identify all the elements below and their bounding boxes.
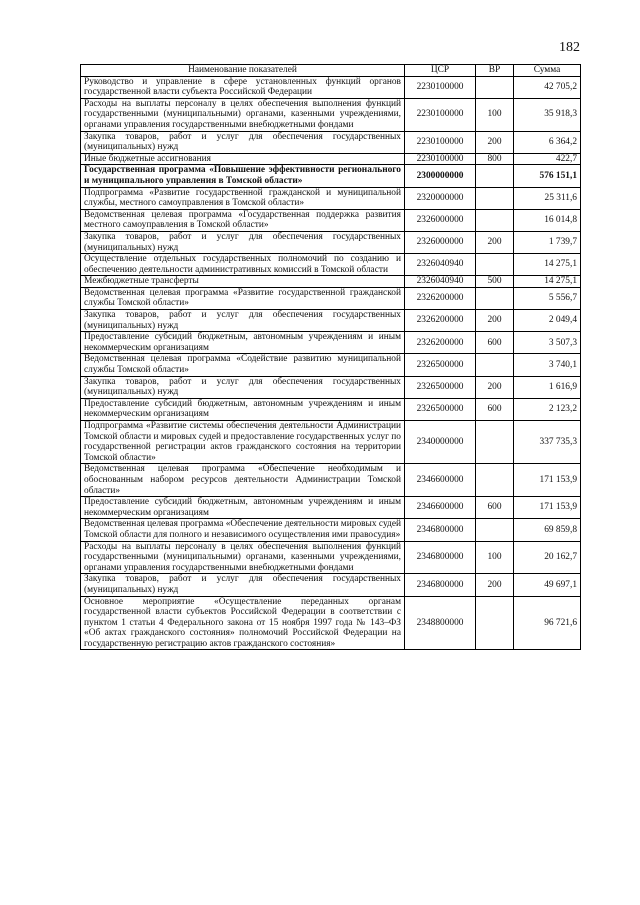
cell-sum: 2 049,4 — [514, 310, 581, 332]
table-row — [81, 153, 581, 165]
table-row — [81, 98, 581, 131]
cell-name: Закупка товаров, работ и услуг для обеспечения государственных (муниципальных) нужд — [81, 376, 405, 398]
cell-vr — [476, 187, 514, 209]
cell-vr: 500 — [476, 276, 514, 288]
cell-name: Ведомственная целевая программа «Обеспечение необходимым и обоснованным набором ресурсов деятельности Администрации Томской области» — [81, 464, 405, 497]
cell-vr — [476, 464, 514, 497]
table-row — [81, 254, 581, 276]
cell-csr: 2326200000 — [405, 310, 476, 332]
cell-name: Расходы на выплаты персоналу в целях обеспечения выполнения функций государственными (муниципальными) органами, казенными учреждениями, органами управления государственными внебюджетными фондами — [81, 98, 405, 131]
table-row — [81, 165, 581, 187]
cell-csr: 2326500000 — [405, 354, 476, 376]
cell-csr: 2348800000 — [405, 596, 476, 650]
cell-csr: 2230100000 — [405, 131, 476, 153]
cell-name: Закупка товаров, работ и услуг для обеспечения государственных (муниципальных) нужд — [81, 131, 405, 153]
cell-name: Иные бюджетные ассигнования — [81, 153, 405, 165]
table-row — [81, 464, 581, 497]
cell-vr: 800 — [476, 153, 514, 165]
cell-vr: 200 — [476, 574, 514, 596]
cell-name: Закупка товаров, работ и услуг для обеспечения государственных (муниципальных) нужд — [81, 574, 405, 596]
table-row — [81, 287, 581, 309]
cell-sum: 171 153,9 — [514, 464, 581, 497]
cell-name: Предоставление субсидий бюджетным, автономным учреждениям и иным некоммерческим организациям — [81, 497, 405, 519]
cell-vr — [476, 287, 514, 309]
page-number: 182 — [559, 40, 580, 55]
cell-vr: 200 — [476, 310, 514, 332]
cell-vr — [476, 209, 514, 231]
cell-csr: 2340000000 — [405, 421, 476, 464]
cell-vr: 100 — [476, 541, 514, 574]
cell-vr — [476, 354, 514, 376]
table-row — [81, 231, 581, 253]
cell-csr: 2326040940 — [405, 254, 476, 276]
table-header-row — [81, 65, 581, 77]
budget-table — [80, 64, 581, 650]
table-row — [81, 187, 581, 209]
cell-sum: 14 275,1 — [514, 254, 581, 276]
cell-csr: 2346600000 — [405, 497, 476, 519]
cell-csr: 2230100000 — [405, 153, 476, 165]
cell-name: Предоставление субсидий бюджетным, автономным учреждениям и иным некоммерческим организациям — [81, 398, 405, 420]
cell-vr: 600 — [476, 497, 514, 519]
cell-vr: 600 — [476, 332, 514, 354]
cell-vr — [476, 519, 514, 541]
cell-sum: 49 697,1 — [514, 574, 581, 596]
cell-sum: 20 162,7 — [514, 541, 581, 574]
cell-vr: 200 — [476, 131, 514, 153]
cell-name: Закупка товаров, работ и услуг для обеспечения государственных (муниципальных) нужд — [81, 310, 405, 332]
table-row — [81, 332, 581, 354]
cell-sum: 5 556,7 — [514, 287, 581, 309]
cell-sum: 6 364,2 — [514, 131, 581, 153]
cell-name: Ведомственная целевая программа «Развитие государственной гражданской службы Томской области» — [81, 287, 405, 309]
cell-name: Осуществление отдельных государственных полномочий по созданию и обеспечению деятельности административных комиссий в Томской области — [81, 254, 405, 276]
cell-vr: 600 — [476, 398, 514, 420]
cell-csr: 2346800000 — [405, 574, 476, 596]
cell-name: Расходы на выплаты персоналу в целях обеспечения выполнения функций государственными (муниципальными) органами, казенными учреждениями, органами управления государственными внебюджетными фондами — [81, 541, 405, 574]
cell-sum: 171 153,9 — [514, 497, 581, 519]
cell-name: Ведомственная целевая программа «Государственная поддержка развития местного самоуправления в Томской области» — [81, 209, 405, 231]
table-row — [81, 574, 581, 596]
cell-csr: 2320000000 — [405, 187, 476, 209]
cell-sum: 422,7 — [514, 153, 581, 165]
cell-csr: 2326500000 — [405, 398, 476, 420]
cell-csr: 2326000000 — [405, 231, 476, 253]
cell-vr — [476, 76, 514, 98]
cell-csr: 2326040940 — [405, 276, 476, 288]
header-csr: ЦСР — [405, 65, 476, 77]
cell-vr: 200 — [476, 376, 514, 398]
table-row — [81, 421, 581, 464]
table-row — [81, 131, 581, 153]
cell-csr: 2346800000 — [405, 519, 476, 541]
table-row — [81, 497, 581, 519]
cell-sum: 1 739,7 — [514, 231, 581, 253]
cell-csr: 2326200000 — [405, 332, 476, 354]
cell-sum: 25 311,6 — [514, 187, 581, 209]
cell-name: Подпрограмма «Развитие государственной гражданской и муниципальной службы, местного самоуправления в Томской области» — [81, 187, 405, 209]
cell-name: Ведомственная целевая программа «Содействие развитию муниципальной службы Томской области» — [81, 354, 405, 376]
cell-csr: 2346600000 — [405, 464, 476, 497]
cell-vr — [476, 165, 514, 187]
cell-sum: 337 735,3 — [514, 421, 581, 464]
cell-sum: 3 507,3 — [514, 332, 581, 354]
cell-name: Ведомственная целевая программа «Обеспечение деятельности мировых судей Томской области для полного и независимого осуществления ими правосудия» — [81, 519, 405, 541]
cell-csr: 2326200000 — [405, 287, 476, 309]
cell-vr — [476, 596, 514, 650]
cell-sum: 96 721,6 — [514, 596, 581, 650]
cell-sum: 42 705,2 — [514, 76, 581, 98]
cell-sum: 69 859,8 — [514, 519, 581, 541]
header-vr: ВР — [476, 65, 514, 77]
cell-vr: 100 — [476, 98, 514, 131]
header-sum: Сумма — [514, 65, 581, 77]
cell-csr: 2300000000 — [405, 165, 476, 187]
cell-sum: 16 014,8 — [514, 209, 581, 231]
cell-vr — [476, 421, 514, 464]
cell-sum: 576 151,1 — [514, 165, 581, 187]
table-row — [81, 354, 581, 376]
cell-sum: 3 740,1 — [514, 354, 581, 376]
table-row — [81, 209, 581, 231]
cell-sum: 2 123,2 — [514, 398, 581, 420]
header-name: Наименование показателей — [81, 65, 405, 77]
table-row — [81, 541, 581, 574]
table-row — [81, 596, 581, 650]
cell-name: Руководство и управление в сфере установленных функций органов государственной власти субъекта Российской Федерации — [81, 76, 405, 98]
cell-vr: 200 — [476, 231, 514, 253]
table-row — [81, 376, 581, 398]
cell-csr: 2326000000 — [405, 209, 476, 231]
table-row — [81, 398, 581, 420]
cell-vr — [476, 254, 514, 276]
cell-name: Государственная программа «Повышение эффективности регионального и муниципального управления в Томской области» — [81, 165, 405, 187]
table-row — [81, 519, 581, 541]
table-body — [81, 76, 581, 650]
cell-name: Предоставление субсидий бюджетным, автономным учреждениям и иным некоммерческим организациям — [81, 332, 405, 354]
table-row — [81, 310, 581, 332]
cell-csr: 2346800000 — [405, 541, 476, 574]
cell-name: Межбюджетные трансферты — [81, 276, 405, 288]
table-row — [81, 276, 581, 288]
cell-name: Подпрограмма «Развитие системы обеспечения деятельности Администрации Томской области и мировых судей и предоставление государственных услуг по государственной регистрации актов гражданского состояния на территории Томской области» — [81, 421, 405, 464]
cell-name: Основное мероприятие «Осуществление переданных органам государственной власти субъектов Российской Федерации в соответствии с пунктом 1 статьи 4 Федерального закона от 15 ноября 1997 года № 143–ФЗ «Об актах гражданского состояния» полномочий Российской Федерации на государственную регистрацию актов гражданского состояния» — [81, 596, 405, 650]
cell-csr: 2326500000 — [405, 376, 476, 398]
cell-sum: 35 918,3 — [514, 98, 581, 131]
cell-csr: 2230100000 — [405, 98, 476, 131]
cell-name: Закупка товаров, работ и услуг для обеспечения государственных (муниципальных) нужд — [81, 231, 405, 253]
table-row — [81, 76, 581, 98]
cell-csr: 2230100000 — [405, 76, 476, 98]
cell-sum: 1 616,9 — [514, 376, 581, 398]
cell-sum: 14 275,1 — [514, 276, 581, 288]
